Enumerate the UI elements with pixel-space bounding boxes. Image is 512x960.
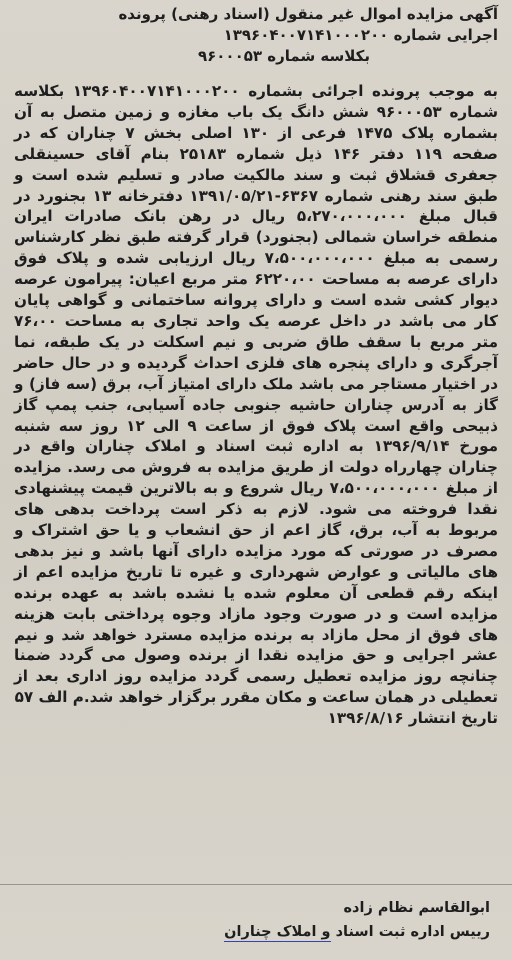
notice-body-text: به موجب پرونده اجرائی بشماره ۱۳۹۶۰۴۰۰۷۱۴۱۰۰۰۲۰۰ بکلاسه شماره ۹۶۰۰۰۵۳ شش دانگ یک باب مغازه و زمین متصل به آن بشماره پلاک ۱۴۷۵ فرعی از ۱۳۰ اصلی بخش ۷ چناران که در صفحه ۱۱۹ دفتر ۱۴۶ ذیل شماره ۲۵۱۸۳ بنام آقای حسینقلی جعفری قشلاق ثبت و سند مالکیت صادر و تسلیم شده است و طبق سند رهنی شماره ۶۳۶۷-۱۳۹۱/۰۵/۲۱ دفترخانه ۱۳ بجنورد در قبال مبلغ ۵،۲۷۰،۰۰۰،۰۰۰ ریال در رهن بانک صادرات ایران منطقه خراسان شمالی (بجنورد) قرار گرفته طبق نظر کارشناس رسمی به مبلغ ۷،۵۰۰،۰۰۰،۰۰۰ ریال ارزیابی شده و پلاک فوق دارای عرصه به مساحت ۶۲۲۰،۰۰ متر مربع اعیان: پیرامون عرصه دیوار کشی شده است و دارای پروانه ساختمانی و گواهی پایان کار می باشد در داخل عرصه یک واحد تجاری به مساحت ۷۶،۰۰ متر مربع با سقف طاق ضربی و نیم اسکلت در یک طبقه، نما آجرگری و دارای پنجره های فلزی احداث گردیده و در حال حاضر در اختیار مستاجر می باشد ملک دارای امتیاز آب، برق (سه فاز) و گاز به آدرس چناران حاشیه جنوبی جاده آسیابی، جنب پمپ گاز ذبیحی واقع است پلاک فوق از ساعت ۹ الی ۱۲ روز سه شنبه مورخ ۱۳۹۶/۹/۱۴ به اداره ثبت اسناد و املاک چناران واقع در چناران چهارراه دولت از طریق مزایده به فروش می رسد. مزایده از مبلغ ۷،۵۰۰،۰۰۰،۰۰۰ ریال شروع و به بالاترین قیمت پیشنهادی نقدا فروخته می شود. لازم به ذکر است پرداخت بدهی های مربوط به آب، برق، گاز اعم از حق انشعاب و یا حق اشتراک و مصرف در صورتی که مورد مزایده دارای آنها باشد و نیز بدهی های مالیاتی و عوارض شهرداری و غیره تا تاریخ مزایده اعم از اینکه رقم قطعی آن معلوم شده یا نشده باشد به عهده برنده مزایده است و در صورت وجود مازاد وجوه پرداختی بابت هزینه های فوق از محل مازاد به برنده مزایده مسترد خواهد شد و نیم عشر اجرایی و حق مزایده نقدا از برنده وصول می گردد ضمنا چنانچه روز مزایده تعطیل رسمی گردد مزایده روز اداری بعد از تعطیلی در همان ساعت و مکان مقرر برگزار خواهد شد.م الف ۵۷ [14, 82, 499, 707]
notice-header [0, 0, 512, 67]
notice-body [0, 67, 512, 729]
notice-title: آگهی مزایده اموال غیر منقول (اسناد رهنی) پرونده [118, 5, 498, 23]
signatory-name: ابوالقاسم نظام زاده [343, 900, 490, 916]
signatory-title [0, 920, 490, 944]
folder-number-line: بکلاسه شماره ۹۶۰۰۰۵۳ [197, 47, 371, 65]
signatory-title-prefix: رییس اداره ثبت اسناد [335, 924, 490, 940]
signature-block [0, 896, 512, 944]
publish-date: تاریخ انتشار ۱۳۹۶/۸/۱۶ [327, 709, 498, 728]
divider [0, 884, 512, 885]
file-number-line: اجرایی شماره ۱۳۹۶۰۴۰۰۷۱۴۱۰۰۰۲۰۰ [223, 26, 498, 44]
signatory-title-suffix: و املاک چناران [224, 924, 331, 940]
